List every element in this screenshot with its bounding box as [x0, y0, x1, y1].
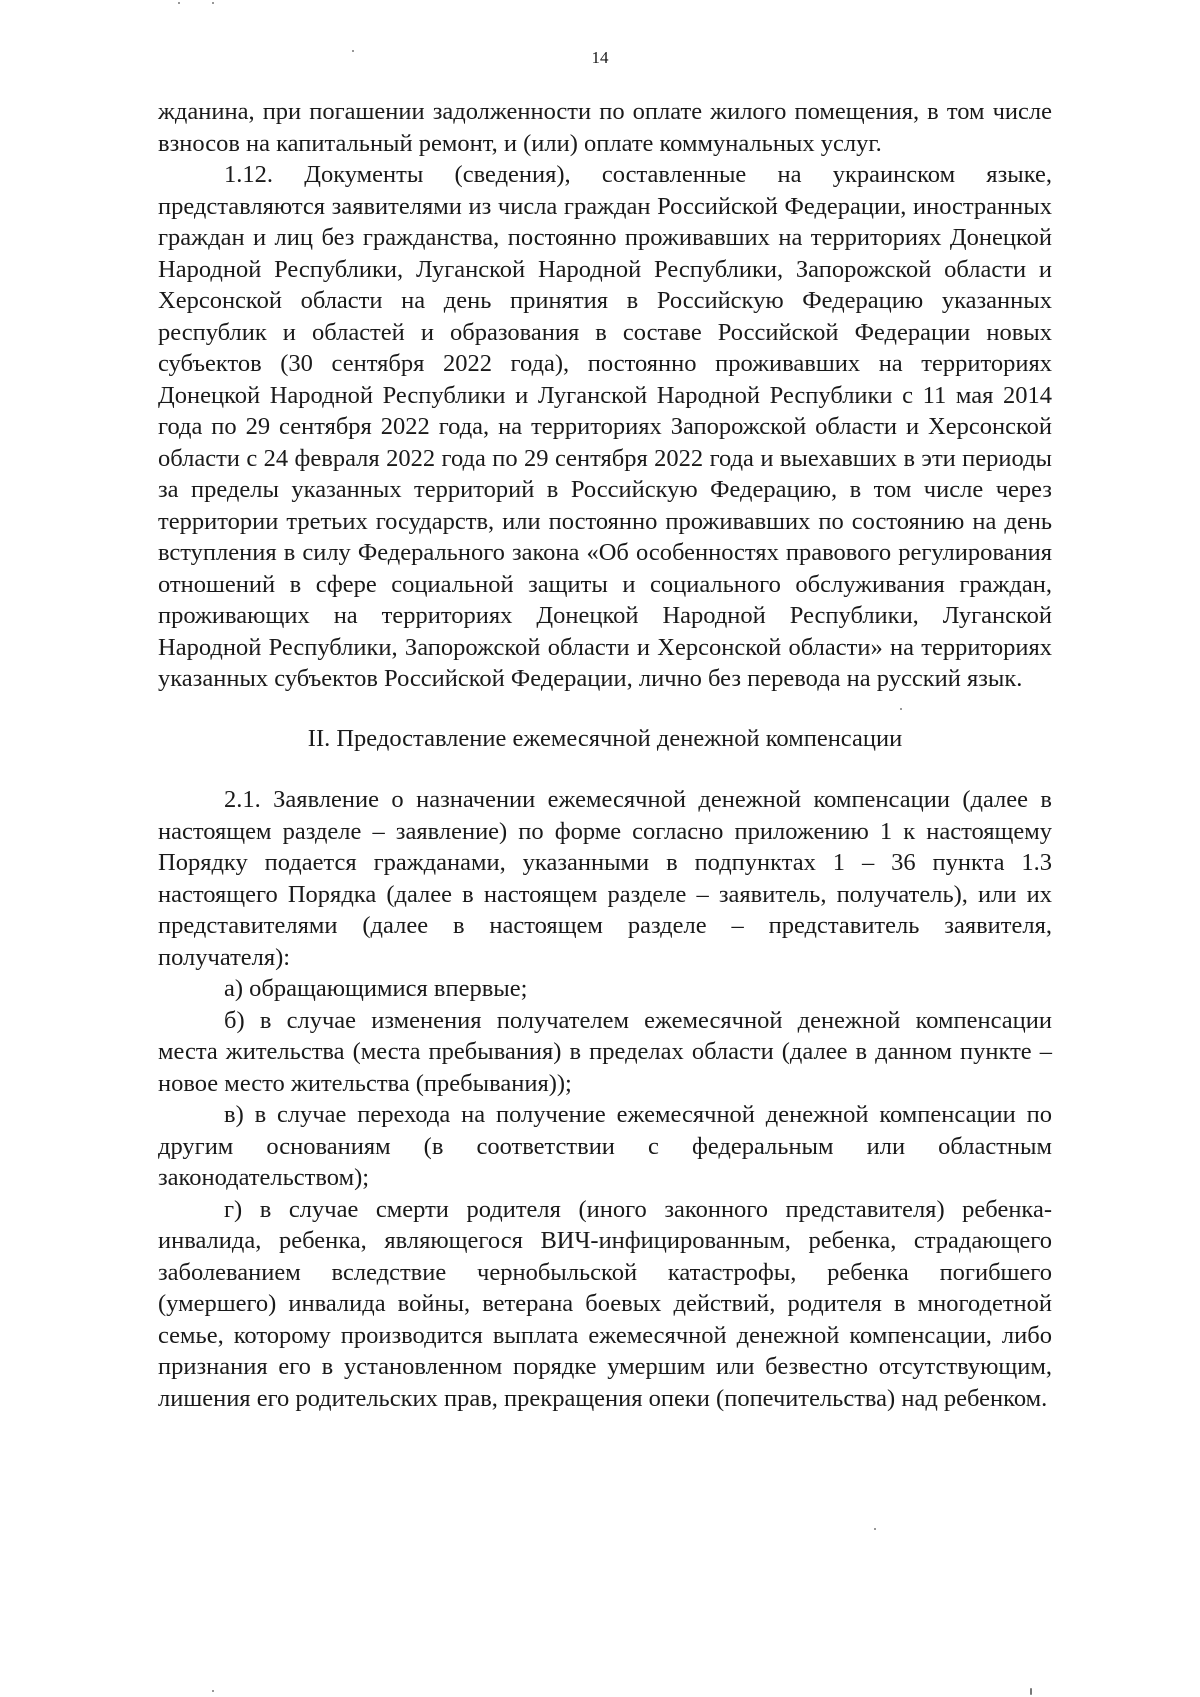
scan-speck: [178, 2, 180, 4]
scan-speck: [212, 2, 214, 4]
scan-speck: [874, 1528, 876, 1530]
paragraph: б) в случае изменения получателем ежемесячной денежной компенсации места жительства (места пребывания) в пределах области (далее в данном пункте – новое место жительства (пребывания));: [158, 1006, 1052, 1097]
paragraph: жданина, при погашении задолженности по оплате жилого помещения, в том числе взносов на капитальный ремонт, и (или) оплате коммунальных услуг.: [158, 98, 1052, 157]
scan-speck: [1030, 1688, 1032, 1695]
paragraph: г) в случае смерти родителя (иного законного представителя) ребенка-инвалида, ребенка, являющегося ВИЧ-инфицированным, ребенка, страдающего заболеванием вследствие чернобыльской катастрофы, ребенка погибшего (умершего) инвалида войны, ветерана боевых действий, родителя в многодетной семье, которому производится выплата ежемесячной денежной компенсации, либо признания его в установленном порядке умершим или безвестно отсутствующим, лишения его родительских прав, прекращения опеки (попечительства) над ребенком.: [158, 1195, 1052, 1412]
paragraph: 2.1. Заявление о назначении ежемесячной денежной компенсации (далее в настоящем разделе – заявление) по форме согласно приложению 1 к настоящему Порядку подается гражданами, указанными в подпунктах 1 – 36 пункта 1.3 настоящего Порядка (далее в настоящем разделе – заявитель, получатель), или их представителями (далее в настоящем разделе – представитель заявителя, получателя):: [158, 786, 1052, 971]
scan-speck: [212, 1690, 214, 1692]
section-1-continuation: [158, 96, 1052, 695]
paragraph: 1.12. Документы (сведения), составленные на украинском языке, представляются заявителями из числа граждан Российской Федерации, иностранных граждан и лиц без гражданства, постоянно проживавших на территориях Донецкой Народной Республики, Луганской Народной Республики, Запорожской области и Херсонской области на день принятия в Российскую Федерацию указанных республик и областей и образования в составе Российской Федерации новых субъектов (30 сентября 2022 года), постоянно проживавших на территориях Донецкой Народной Республики и Луганской Народной Республики с 11 мая 2014 года по 29 сентября 2022 года, на территориях Запорожской области и Херсонской области с 24 февраля 2022 года по 29 сентября 2022 года и выехавших в эти периоды за пределы указанных территорий в Российскую Федерацию, в том числе через территории третьих государств, или постоянно проживавших по состоянию на день вступления в силу Федерального закона «Об особенностях правового регулирования отношений в сфере социальной защиты и социального обслуживания граждан, проживающих на территориях Донецкой Народной Республики, Луганской Народной Республики, Запорожской области и Херсонской области» на территориях указанных субъектов Российской Федерации, лично без перевода на русский язык.: [158, 161, 1052, 692]
section-2-body: [158, 784, 1052, 1414]
section-heading: II. Предоставление ежемесячной денежной компенсации: [307, 724, 903, 752]
paragraph: а) обращающимися впервые;: [224, 975, 528, 1002]
document-body: [158, 96, 1052, 1414]
paragraph: в) в случае перехода на получение ежемесячной денежной компенсации по другим основаниям (в соответствии с федеральным или областным законодательством);: [158, 1101, 1052, 1191]
page-number: 14: [591, 48, 609, 67]
